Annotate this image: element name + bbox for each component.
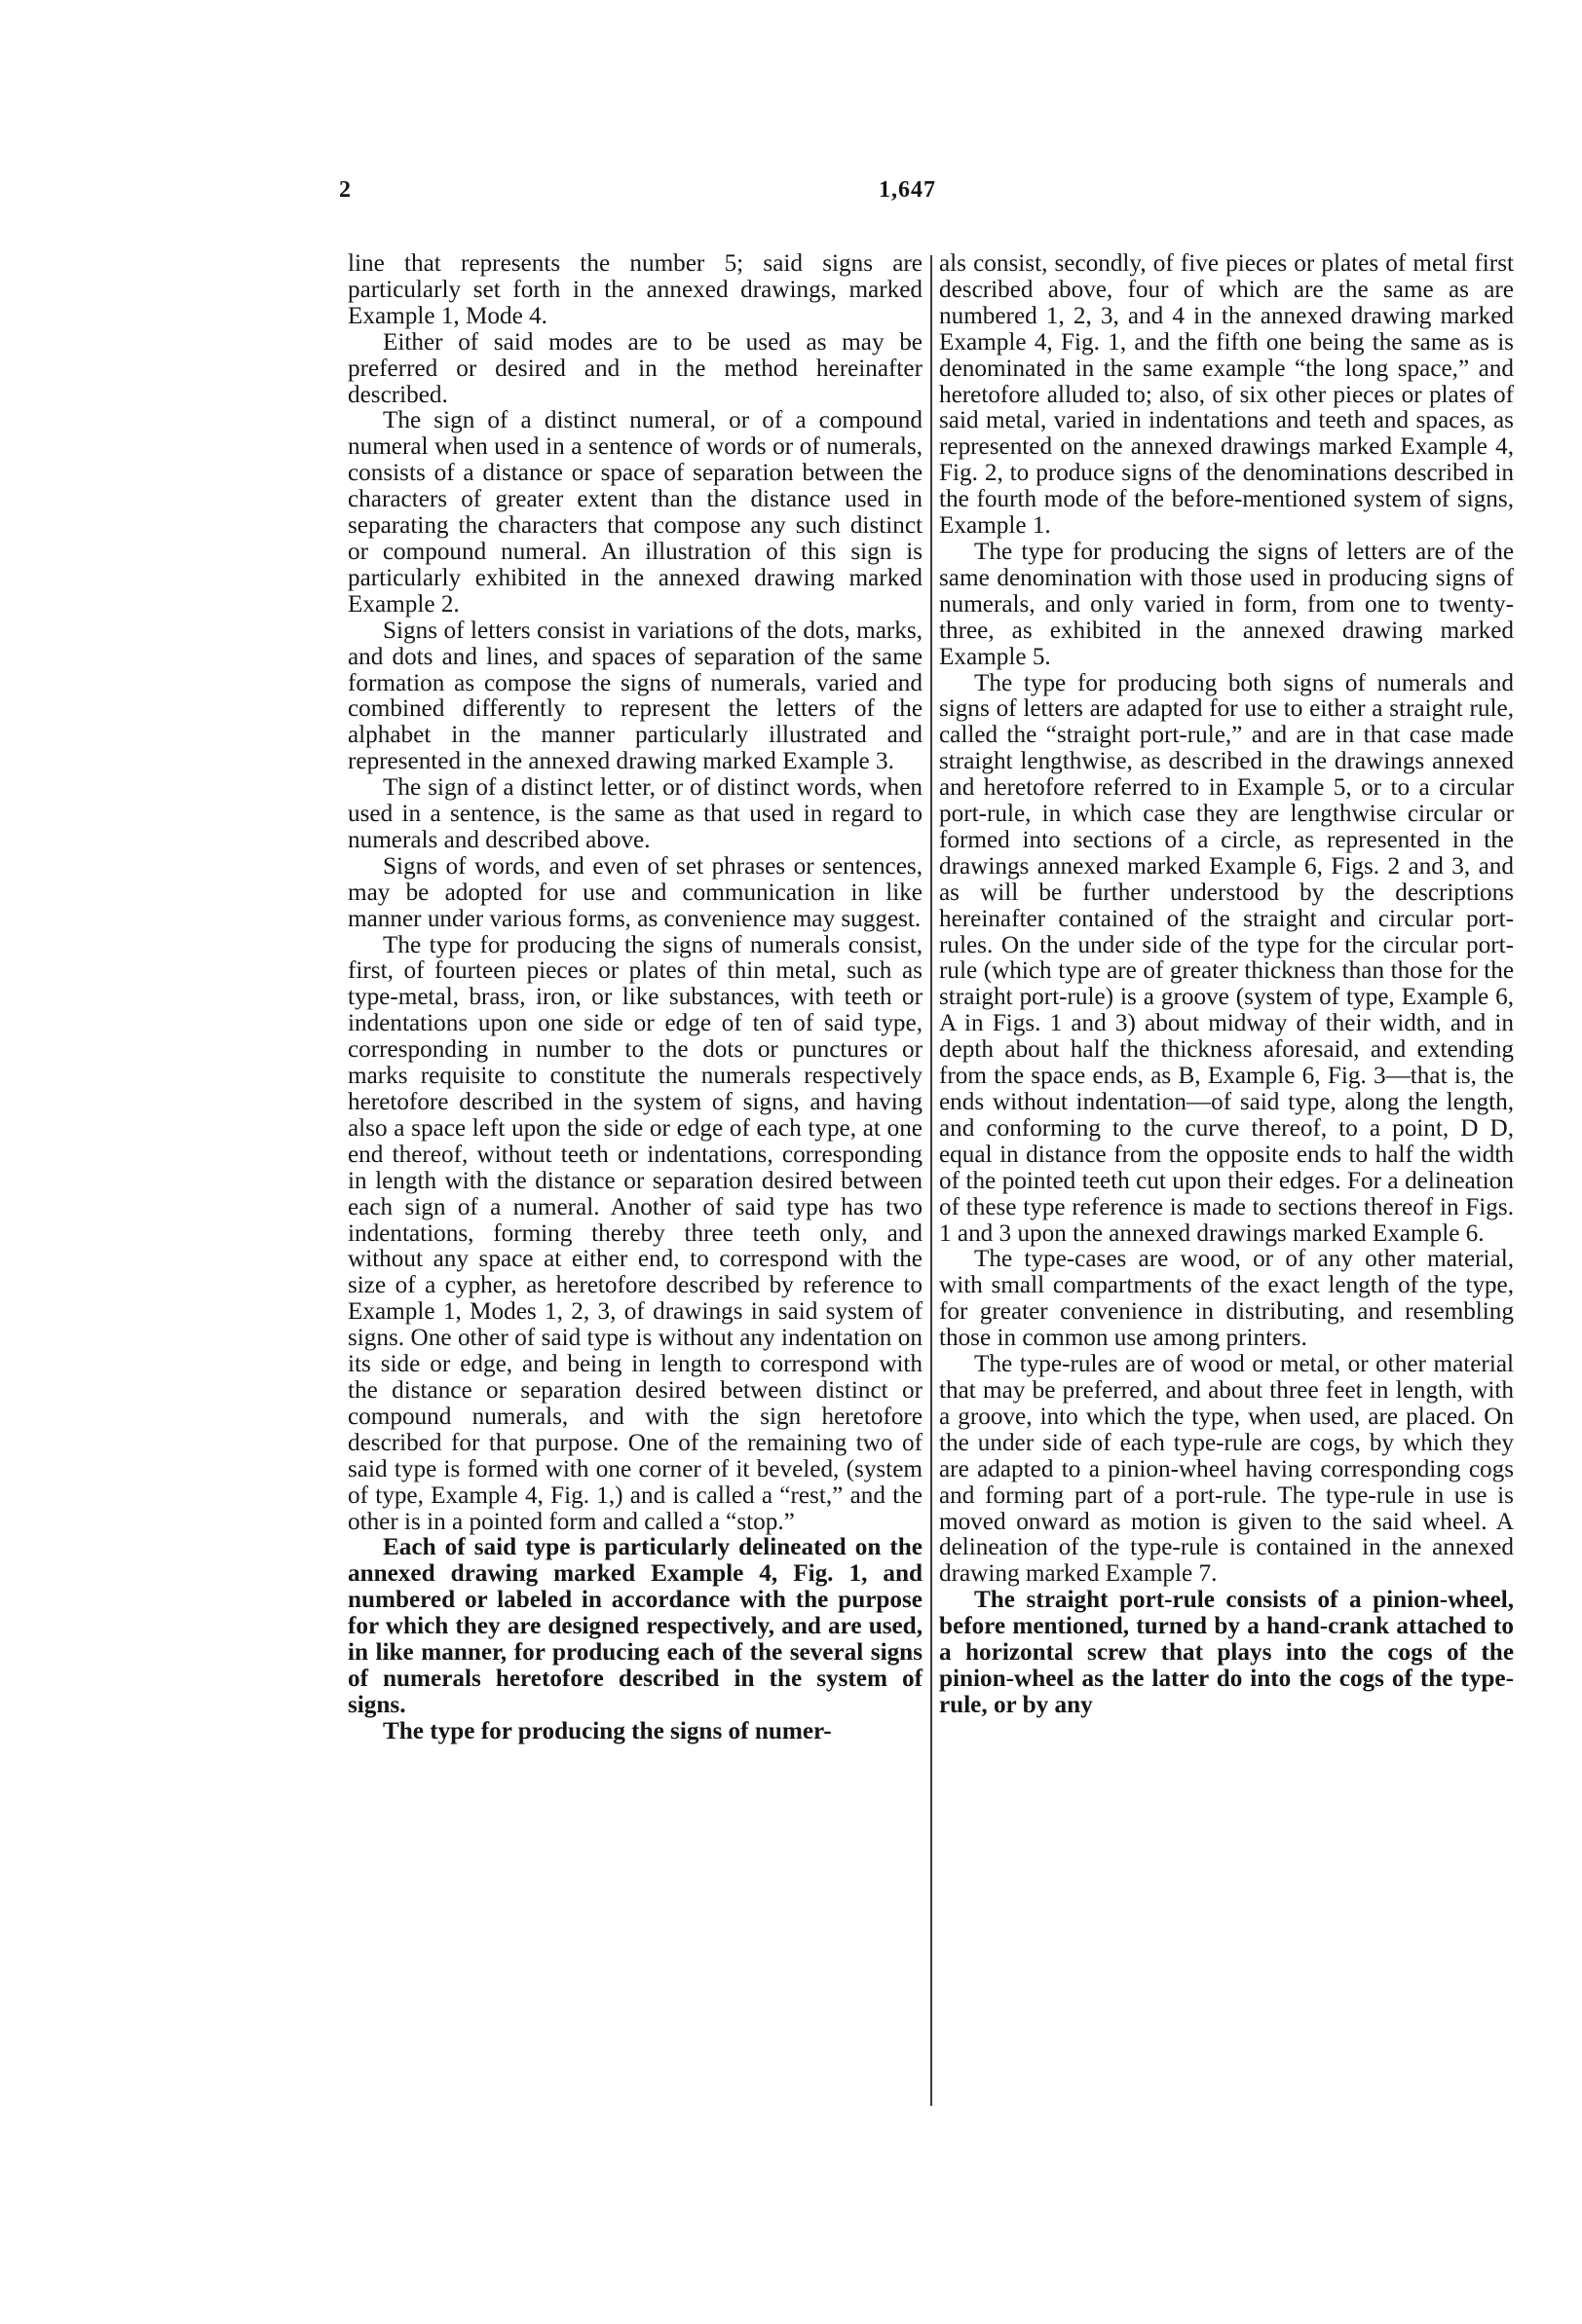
paragraph: Signs of words, and even of set phrases or sentences, may be adopted for use and communication in like manner under various forms, as convenience may suggest. [348,852,923,932]
paragraph: The straight port-rule consists of a pinion-wheel, before mentioned, turned by a hand-crank attached to a horizontal screw that plays into the cogs of the pinion-wheel as the latter do into the cogs of the type-rule, or by any [939,1587,1514,1718]
paragraph: The type-cases are wood, or of any other material, with small compartments of the exact length of the type, for greater convenience in distributing, and resembling those in common use among printers. [939,1246,1514,1352]
paragraph: The sign of a distinct letter, or of distinct words, when used in a sentence, is the same as that used in regard to numerals and described above. [348,774,923,853]
paragraph: Signs of letters consist in variations of the dots, marks, and dots and lines, and spaces of separation of the same formation as compose the signs of numerals, varied and combined differently to represent the letters of the alphabet in the manner particularly illustrated and represented in the annexed drawing marked Example 3. [348,617,923,775]
paragraph: The type for producing both signs of numerals and signs of letters are adapted for use to either a straight rule, called the “straight port-rule,” and are in that case made straight lengthwise, as described in the drawings annexed and heretofore referred to in Example 5, or to a circular port-rule, in which case they are lengthwise circular or formed into sections of a circle, as represented in the drawings annexed marked Example 6, Figs. 2 and 3, and as will be further understood by the descriptions hereinafter contained of the straight and circular port-rules. On the under side of the type for the circular port-rule (which type are of greater thickness than those for the straight port-rule) is a groove (system of type, Example 6, A in Figs. 1 and 3) about midway of their width, and in depth about half the thickness aforesaid, and extending from the space ends, as B, Example 6, Fig. 3—that is, the ends without indentation—of said type, along the length, and conforming to the curve thereof, to a point, D D, equal in distance from the opposite ends to half the width of the pointed teeth cut upon their edges. For a delineation of these type reference is made to sections thereof in Figs. 1 and 3 upon the annexed drawings marked Example 6. [939,669,1514,1247]
paragraph: The type for producing the signs of letters are of the same denomination with those used in producing signs of numerals, and only varied in form, from one to twenty-three, as exhibited in the annexed drawing marked Example 5. [939,538,1514,670]
paragraph: Either of said modes are to be used as may be preferred or desired and in the method hereinafter described. [348,328,923,408]
paragraph: The sign of a distinct numeral, or of a compound numeral when used in a sentence of words or of numerals, consists of a distance or space of separation between the characters of greater extent than the distance used in separating the characters that compose any such distinct or compound numeral. An illustration of this sign is particularly exhibited in the annexed drawing marked Example 2. [348,407,923,618]
paragraph: The type for producing the signs of numer- [383,1717,832,1744]
page-number: 2 [339,177,351,203]
paragraph: The type-rules are of wood or metal, or other material that may be preferred, and about three feet in length, with a groove, into which the type, when used, are placed. On the under side of each type-rule are cogs, by which they are adapted to a pinion-wheel having corresponding cogs and forming part of a port-rule. The type-rule in use is moved onward as motion is given to the said wheel. A delineation of the type-rule is contained in the annexed drawing marked Example 7. [939,1351,1514,1588]
paragraph: The type for producing the signs of numerals consist, first, of fourteen pieces or plates of thin metal, such as type-metal, brass, iron, or like substances, with teeth or indentations upon one side or edge of ten of said type, corresponding in number to the dots or punctures or marks requisite to constitute the numerals respectively heretofore described in the system of signs, and having also a space left upon the side or edge of each type, at one end thereof, without teeth or indentations, corresponding in length with the distance or separation desired between each sign of a numeral. Another of said type has two indentations, forming thereby three teeth only, and without any space at either end, to correspond with the size of a cypher, as heretofore described by reference to Example 1, Modes 1, 2, 3, of drawings in said system of signs. One other of said type is without any indentation on its side or edge, and being in length to correspond with the distance or separation desired between distinct or compound numerals, and with the sign heretofore described for that purpose. One of the remaining two of said type is formed with one corner of it beveled, (system of type, Example 4, Fig. 1,) and is called a “rest,” and the other is in a pointed form and called a “stop.” [348,931,923,1535]
paragraph: als consist, secondly, of five pieces or plates of metal first described above, four of which are the same as are numbered 1, 2, 3, and 4 in the annexed drawing marked Example 4, Fig. 1, and the fifth one being the same as is denominated in the same example “the long space,” and heretofore alluded to; also, of six other pieces or plates of said metal, varied in indentations and teeth and spaces, as represented on the annexed drawings marked Example 4, Fig. 2, to produce signs of the denominations described in the fourth mode of the before-mentioned system of signs, Example 1. [939,250,1514,540]
column-divider [930,255,932,2106]
paragraph: line that represents the number 5; said signs are particularly set forth in the annexed drawings, marked Example 1, Mode 4. [348,250,923,329]
right-column [939,251,1514,1719]
patent-number: 1,647 [879,177,936,203]
left-column [348,251,923,1745]
paragraph: Each of said type is particularly delineated on the annexed drawing marked Example 4, Fig. 1, and numbered or labeled in accordance with the purpose for which they are designed respectively, and are used, in like manner, for producing each of the several signs of numerals heretofore described in the system of signs. [348,1534,923,1718]
